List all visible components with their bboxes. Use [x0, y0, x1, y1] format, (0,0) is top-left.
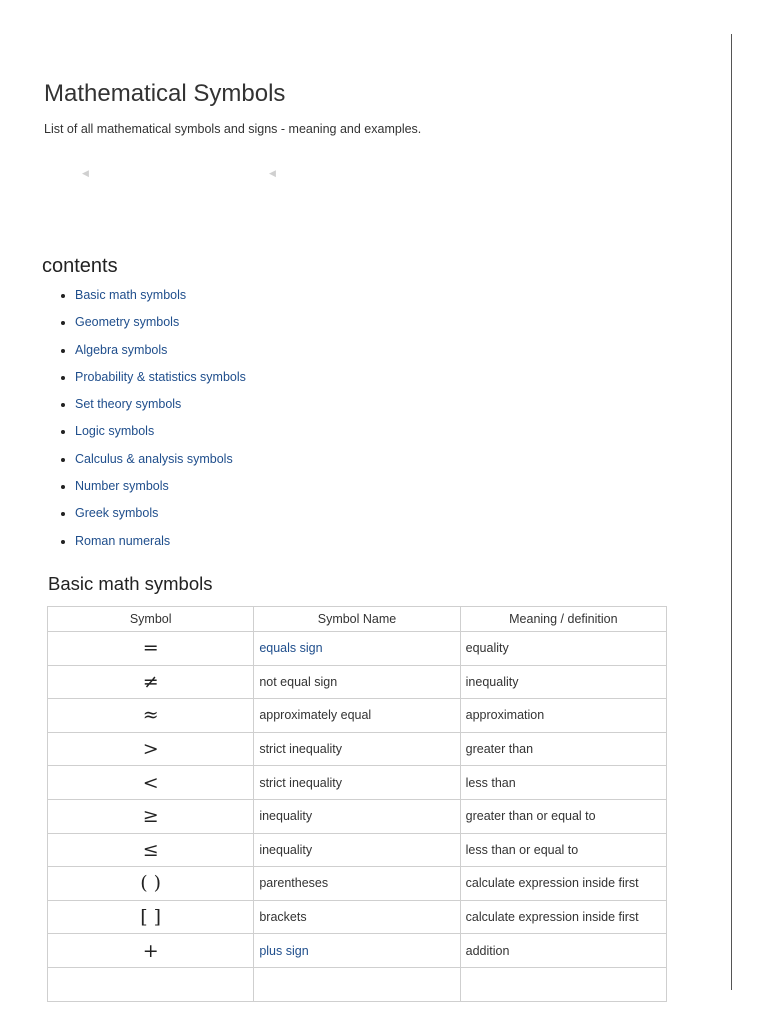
meaning-cell: greater than — [460, 732, 666, 766]
table-row — [48, 632, 667, 666]
symbol-cell: ≥ — [48, 799, 254, 833]
table-row — [48, 900, 667, 934]
carousel-next-icon[interactable]: ◀ — [269, 168, 276, 178]
toc-link-geometry[interactable]: Geometry symbols — [75, 315, 180, 330]
symbol-cell: ( ) — [48, 867, 254, 901]
column-header-name: Symbol Name — [254, 607, 460, 632]
toc-link-set-theory[interactable]: Set theory symbols — [75, 397, 182, 412]
symbol-cell: ≈ — [48, 699, 254, 733]
list-item — [75, 394, 246, 421]
meaning-cell: approximation — [460, 699, 666, 733]
toc-link-logic[interactable]: Logic symbols — [75, 424, 155, 439]
page-title: Mathematical Symbols — [44, 80, 286, 107]
symbol-cell — [48, 967, 254, 1001]
symbol-name-cell: strict inequality — [254, 732, 460, 766]
table-row — [48, 699, 667, 733]
symbol-cell: [ ] — [48, 900, 254, 934]
symbol-name-cell: inequality — [254, 833, 460, 867]
symbol-name-cell: approximately equal — [254, 699, 460, 733]
table-row — [48, 799, 667, 833]
symbol-name-cell — [254, 934, 460, 968]
symbol-cell: > — [48, 732, 254, 766]
meaning-cell: calculate expression inside first — [460, 867, 666, 901]
list-item — [75, 421, 246, 448]
list-item — [75, 476, 246, 503]
symbol-name-cell: not equal sign — [254, 665, 460, 699]
table-row — [48, 967, 667, 1001]
toc-link-basic-math[interactable]: Basic math symbols — [75, 288, 187, 302]
meaning-cell: less than or equal to — [460, 833, 666, 867]
meaning-cell: calculate expression inside first — [460, 900, 666, 934]
page-subtitle: List of all mathematical symbols and signs - meaning and examples. — [44, 122, 422, 136]
symbol-name-link[interactable]: equals sign — [259, 641, 323, 656]
list-item — [75, 449, 246, 476]
symbol-name-cell: strict inequality — [254, 766, 460, 800]
toc-link-algebra[interactable]: Algebra symbols — [75, 342, 168, 357]
list-item — [75, 312, 246, 339]
meaning-cell: less than — [460, 766, 666, 800]
list-item — [75, 340, 246, 367]
symbol-name-cell: brackets — [254, 900, 460, 934]
meaning-cell: equality — [460, 632, 666, 666]
table-body — [48, 632, 667, 1002]
list-item — [75, 531, 246, 558]
right-divider — [731, 34, 732, 990]
table-row — [48, 934, 667, 968]
carousel-prev-icon[interactable]: ◀ — [82, 168, 89, 178]
toc-link-number[interactable]: Number symbols — [75, 479, 169, 494]
list-item — [75, 285, 246, 312]
symbol-cell: + — [48, 934, 254, 968]
column-header-symbol: Symbol — [48, 607, 254, 632]
contents-heading: contents — [42, 255, 118, 277]
symbol-cell: ≠ — [48, 665, 254, 699]
table-row — [48, 867, 667, 901]
list-item — [75, 503, 246, 530]
toc-link-calculus[interactable]: Calculus & analysis symbols — [75, 451, 233, 466]
list-item — [75, 367, 246, 394]
toc-link-greek[interactable]: Greek symbols — [75, 506, 159, 521]
meaning-cell: addition — [460, 934, 666, 968]
symbol-name-cell — [254, 632, 460, 666]
symbol-name-cell: inequality — [254, 799, 460, 833]
meaning-cell: inequality — [460, 665, 666, 699]
table-header-row — [48, 607, 667, 632]
symbol-cell: ≤ — [48, 833, 254, 867]
symbol-cell: = — [48, 632, 254, 666]
section-title: Basic math symbols — [48, 573, 213, 594]
contents-list — [55, 285, 246, 558]
meaning-cell — [460, 967, 666, 1001]
table-row — [48, 732, 667, 766]
toc-link-roman[interactable]: Roman numerals — [75, 533, 171, 548]
symbol-cell: < — [48, 766, 254, 800]
table-row — [48, 833, 667, 867]
symbol-name-link[interactable]: plus sign — [259, 943, 309, 958]
meaning-cell: greater than or equal to — [460, 799, 666, 833]
toc-link-probability[interactable]: Probability & statistics symbols — [75, 369, 246, 384]
table-row — [48, 766, 667, 800]
symbol-name-cell: parentheses — [254, 867, 460, 901]
symbols-table — [47, 606, 667, 1002]
column-header-meaning: Meaning / definition — [460, 607, 666, 632]
symbol-name-cell — [254, 967, 460, 1001]
table-row — [48, 665, 667, 699]
